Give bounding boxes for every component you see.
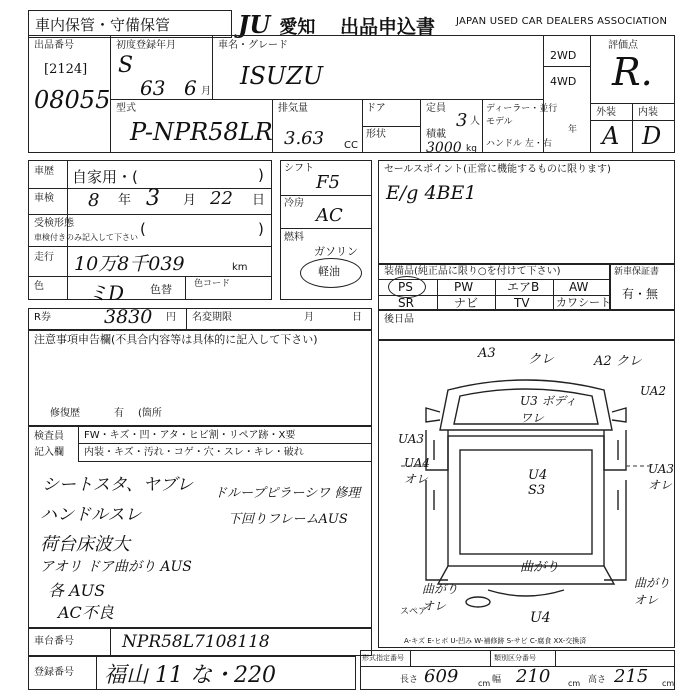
remark-5: 各 AUS: [48, 581, 106, 600]
length-value: 609: [424, 666, 459, 687]
diag-center-low: 曲がり: [520, 560, 560, 575]
model-value: P-NPR58LR: [130, 118, 273, 146]
color-value: ミD: [88, 281, 125, 305]
capacity-unit: 人: [470, 116, 480, 127]
fuel-label: 燃料: [284, 232, 304, 243]
inspection-label: 車検: [34, 193, 54, 204]
aircon-value: AC: [316, 205, 343, 226]
load-unit: kg: [466, 144, 477, 154]
history-label: 車歴: [34, 166, 54, 177]
ju-logo-mark: JU: [238, 10, 271, 39]
inspector-row2: 内装・キズ・汚れ・コゲ・穴・スレ・キレ・破れ: [84, 447, 304, 458]
inspection-year-unit: 年: [118, 193, 132, 208]
remark-3: 荷台床波大: [40, 534, 130, 555]
dealer-line1: ディーラー・並行: [486, 104, 558, 114]
width-value: 210: [516, 666, 551, 687]
repair-value: 有: [114, 408, 124, 419]
height-label: 高さ: [588, 675, 607, 685]
mileage-value: 10万8千039: [74, 253, 185, 275]
warranty-label: 新車保証書: [614, 267, 660, 277]
repair-place: (箇所: [138, 408, 162, 419]
receipt-close: ): [258, 220, 264, 238]
diag-right-mid: UA3 オレ: [648, 462, 675, 492]
repair-label: 修復歴: [50, 408, 80, 419]
inspection-year: 8: [88, 190, 100, 211]
displacement-value: 3.63: [284, 128, 325, 149]
lot-label: 出品番号: [34, 40, 74, 51]
inspection-day-unit: 日: [252, 193, 266, 208]
inspector-label2: 記入欄: [34, 447, 64, 458]
first-reg-year: 63: [140, 76, 166, 100]
inside-value: D: [642, 122, 662, 150]
lot-number: 08055: [34, 86, 111, 114]
plate-label: 登録番号: [34, 667, 74, 678]
inspector-label: 検査員: [34, 431, 64, 442]
history-grid: [28, 160, 272, 300]
car-name-label: 車名・グレード: [218, 40, 288, 51]
length-unit: cm: [478, 679, 491, 688]
notes-label: 注意事項申告欄(不具合内容等は具体的に記入して下さい): [34, 333, 318, 346]
capacity-value: 3: [456, 110, 468, 131]
remark-2: ハンドルスレ: [40, 505, 142, 525]
ju-logo-text: 愛知: [279, 17, 316, 38]
mileage-label: 走行: [34, 252, 54, 263]
shape-label: 形状: [366, 129, 386, 140]
diag-center: U4 S3: [528, 468, 548, 498]
outside-label: 外装: [596, 107, 616, 118]
fuel-option-gasoline: ガソリン: [314, 245, 358, 258]
diag-roof: U3 ボディワレ: [520, 394, 577, 425]
sales-point-value: E/g 4BE1: [386, 182, 477, 204]
name-change-month: 月: [304, 312, 314, 323]
car-name-value: ISUZU: [240, 62, 324, 90]
color-change-label: 色替: [150, 283, 172, 296]
color-label: 色: [34, 281, 44, 292]
remark-right-2: 下回りフレームAUS: [228, 512, 348, 527]
color-code-label: 色コード: [194, 279, 231, 289]
load-label: 積載: [426, 129, 446, 140]
class-label: 類別区分番号: [494, 654, 536, 662]
model-label: 型式: [116, 103, 136, 114]
inspection-month-unit: 月: [183, 193, 197, 208]
outside-value: A: [602, 122, 620, 150]
length-label: 長さ: [400, 675, 419, 685]
equip-aw: AW: [569, 280, 589, 294]
aftermarket-box: [378, 310, 675, 340]
sales-point-label: セールスポイント(正常に機能するものに限ります): [384, 164, 611, 175]
diag-left-mid2: UA4 オレ: [404, 456, 431, 486]
height-unit: cm: [662, 679, 675, 688]
remark-6: AC不良: [58, 603, 114, 622]
equipment-label: 装備品(純正品に限り○を付けて下さい): [384, 266, 561, 277]
door-label: ドア: [366, 103, 386, 114]
inspector-row1: FW・キズ・凹・アタ・ヒビ割・リペア跡・X要: [84, 430, 296, 441]
history-value: 自家用・(: [72, 168, 138, 186]
diag-bottom: U4: [530, 610, 551, 626]
model-spec-label: 形式指定番号: [362, 654, 404, 662]
equip-airbag: エアB: [507, 280, 540, 294]
equip-ps-circle: [388, 276, 426, 298]
diag-bottom-right: 曲がり オレ: [634, 576, 671, 607]
dealer-line2: モデル: [486, 117, 513, 127]
fuel-selected-circle: [300, 258, 362, 288]
equip-tv: TV: [514, 296, 530, 310]
diag-left-mid: UA3: [398, 432, 425, 446]
diag-bottom-left: 曲がり オレ: [422, 582, 459, 613]
name-change-day: 日: [352, 312, 362, 323]
diag-top-mid: クレ: [528, 352, 555, 367]
equip-leather: カワシート: [556, 296, 611, 309]
plate-value: 福山 11 な・220: [104, 663, 276, 688]
receipt-open: (: [140, 220, 146, 238]
aircon-label: 冷房: [284, 198, 304, 209]
dealer-line3: ハンドル 左・右: [486, 139, 552, 149]
chassis-value: NPR58L7108118: [122, 632, 270, 652]
displacement-label: 排気量: [278, 103, 308, 114]
first-reg-month-unit: 月: [201, 86, 211, 97]
shift-value: F5: [316, 172, 340, 193]
dealer-line2-unit: 年: [568, 125, 578, 135]
name-change-label: 名変期限: [192, 312, 232, 323]
inspection-day: 22: [210, 188, 233, 209]
equip-ps: PS: [398, 280, 413, 294]
first-reg-era: S: [118, 53, 134, 78]
diagram-legend: A-キズ E-ヒボ U-凹み W-補修跡 S-サビ C-腐食 XX-交換済: [404, 637, 587, 645]
mileage-unit: km: [232, 262, 248, 273]
diag-right-top: UA2: [640, 384, 667, 398]
first-reg-month: 6: [184, 76, 197, 100]
remark-4: アオリ ドア曲がり AUS: [40, 559, 192, 575]
equip-sr: SR: [398, 296, 414, 310]
warranty-options: 有・無: [622, 287, 659, 301]
width-unit: cm: [568, 679, 581, 688]
lot-bracket: [2124]: [44, 62, 88, 77]
r-ticket-label: R券: [34, 312, 51, 323]
association-name: JAPAN USED CAR DEALERS ASSOCIATION: [456, 16, 668, 27]
storage-tab: 車内保管・守備保管: [28, 10, 232, 38]
equip-navi: ナビ: [454, 296, 479, 310]
r-ticket-value: 3830: [104, 306, 153, 328]
remark-1: シートスタ、ヤブレ: [42, 475, 194, 495]
history-close: ): [258, 166, 264, 184]
diag-spare: スペア: [400, 607, 428, 617]
first-reg-label: 初度登録年月: [116, 40, 176, 51]
rating-value: R.: [612, 50, 653, 94]
capacity-label: 定員: [426, 103, 446, 114]
drive-4wd: 4WD: [550, 75, 577, 88]
receipt-sub: 車検付きのみ記入して下さい: [34, 233, 138, 242]
inside-label: 内装: [638, 107, 658, 118]
chassis-label: 車台番号: [34, 636, 74, 647]
drive-2wd: 2WD: [550, 49, 577, 62]
fuel-option-diesel: 軽油: [318, 265, 340, 278]
inspection-month: 3: [146, 186, 160, 211]
width-label: 幅: [492, 675, 502, 685]
equip-pw: PW: [454, 280, 474, 294]
receipt-label: 受検形態: [34, 218, 74, 229]
diag-top-right: A2 クレ: [594, 354, 642, 369]
r-ticket-unit: 円: [166, 312, 176, 323]
shift-label: シフト: [284, 163, 314, 174]
rating-label: 評価点: [608, 40, 638, 51]
load-value: 3000: [426, 140, 462, 156]
remark-right-1: ドループピラーシワ 修理: [214, 486, 361, 501]
form-title: 出品申込書: [340, 16, 436, 38]
diag-top-left: A3: [478, 346, 496, 361]
displacement-unit: CC: [344, 140, 358, 151]
aftermarket-label: 後日品: [384, 314, 414, 325]
height-value: 215: [614, 666, 649, 687]
